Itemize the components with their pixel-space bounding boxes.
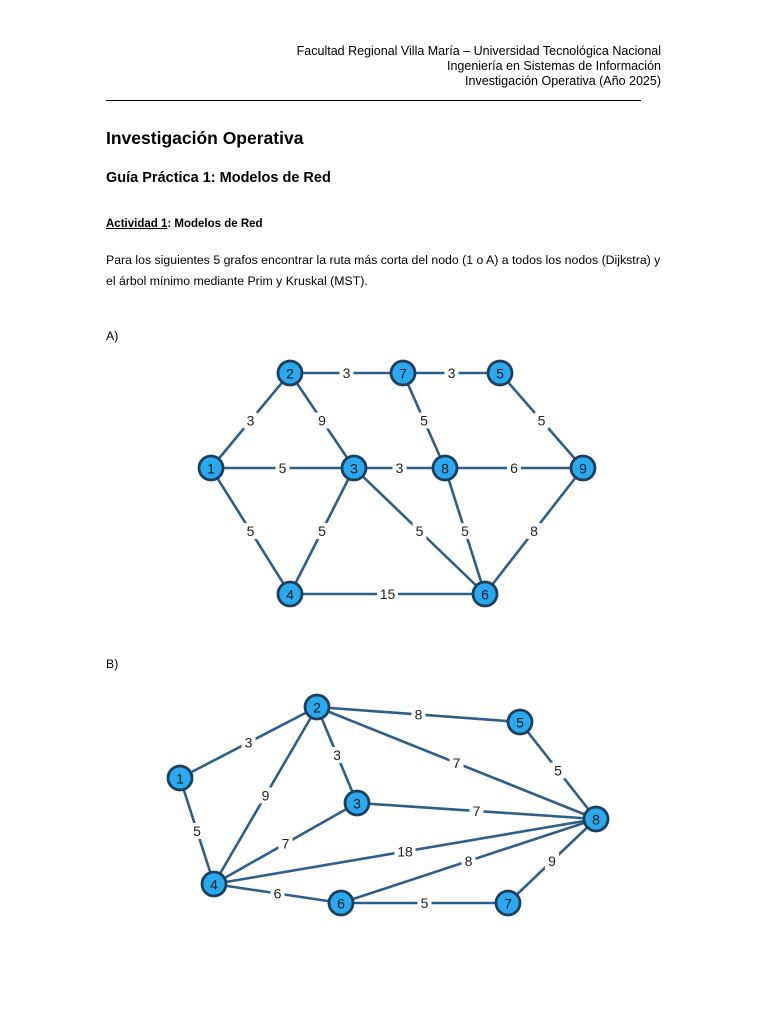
graph-b-node-label-7: 7 [504,895,512,912]
graph-b-weight-4-6: 6 [273,885,282,902]
graph-a-node-8 [433,456,457,480]
graph-a-weight-8-9: 6 [510,460,518,476]
graph-a-weight-2-3: 9 [318,412,326,429]
graph-a-node-7 [391,361,415,385]
instructions-paragraph: Para los siguientes 5 grafos encontrar la ruta más corta del nodo (1 o A) a todos los nodos (Dijkstra) y el árbol mínimo mediante Prim y Kruskal (MST). [106,253,661,288]
graph-b-weight-2-4: 9 [261,787,270,804]
graph-b-node-label-1: 1 [176,770,184,787]
graph-a-label: A) [106,329,119,343]
page-header [297,44,661,89]
graph-b-node-2 [305,695,329,719]
graph-a-node-label-7: 7 [399,365,407,382]
header-institution: Facultad Regional Villa María – Universidad Tecnológica Nacional [296,44,661,58]
graph-b-node-label-4: 4 [210,876,218,893]
graph-a-weight-7-8: 5 [420,412,428,429]
graph-a-weight-3-4: 5 [318,523,326,539]
header-divider [106,100,641,101]
activity-heading [106,218,263,230]
activity-title: : Modelos de Red [167,218,263,230]
graph-b [0,680,768,930]
graph-b-weight-5-8: 5 [554,762,562,779]
graph-a-node-1 [199,456,223,480]
graph-b-weight-4-8: 18 [397,843,413,860]
graph-a-node-label-1: 1 [207,460,215,477]
graph-b-node-7 [496,891,520,915]
graph-b-weight-2-8: 7 [452,755,461,771]
activity-label: Actividad 1 [106,218,168,230]
graph-a-weight-1-4: 5 [246,523,255,539]
graph-a-node-label-2: 2 [286,365,294,382]
header-course: Investigación Operativa (Año 2025) [465,74,661,88]
graph-a-weight-5-9: 5 [537,412,546,429]
graph-b-weight-2-3: 3 [333,747,341,763]
graph-b-node-3 [345,791,369,815]
graph-a-weight-3-6: 5 [415,523,424,539]
graph-a-weight-7-5: 3 [447,365,456,381]
graph-a-weight-3-8: 3 [395,460,404,476]
graph-b-node-label-3: 3 [353,795,361,812]
graph-b-label: B) [106,657,119,671]
graph-b-node-1 [168,766,192,790]
graph-b-node-5 [508,710,532,734]
graph-b-node-8 [584,807,608,831]
graph-a-weight-1-3: 5 [278,460,287,476]
graph-a-weight-9-6: 8 [530,523,538,539]
graph-b-weight-6-7: 5 [420,895,429,911]
graph-a-node-label-8: 8 [441,460,449,477]
graph-a-node-label-6: 6 [481,586,489,603]
graph-a-node-2 [278,361,302,385]
graph-b-weight-1-4: 5 [193,823,201,839]
graph-a-weight-4-6: 15 [379,586,396,602]
graph-a-weight-2-7: 3 [342,365,351,381]
graph-a-node-9 [571,456,595,480]
header-career: Ingeniería en Sistemas de Información [446,59,661,73]
graph-a-node-4 [278,582,302,606]
graph-b-weight-4-3: 7 [281,835,290,852]
graph-a-weight-8-6: 5 [461,523,469,539]
graph-b-node-label-2: 2 [313,699,321,716]
graph-a-node-label-9: 9 [579,460,587,477]
graph-a-node-5 [488,361,512,385]
graph-a-node-label-5: 5 [496,365,504,382]
guide-subtitle: Guía Práctica 1: Modelos de Red [106,170,331,186]
graph-b-node-label-6: 6 [337,895,345,912]
graph-b-node-label-8: 8 [592,811,600,828]
graph-b-weight-1-2: 3 [244,734,253,751]
graph-b-weight-7-8: 9 [548,853,556,869]
graph-a-node-label-4: 4 [286,586,294,603]
graph-a-weight-1-2: 3 [246,412,255,429]
graph-b-node-4 [202,872,226,896]
graph-a-node-3 [342,456,366,480]
graph-b-node-label-5: 5 [516,714,524,731]
graph-b-weight-6-8: 8 [464,853,473,869]
graph-a-node-label-3: 3 [350,460,358,477]
graph-b-weight-2-5: 8 [414,706,423,723]
graph-b-weight-3-8: 7 [472,803,481,819]
document-title: Investigación Operativa [106,128,304,148]
graph-a [0,340,768,630]
graph-b-node-6 [329,891,353,915]
graph-a-node-6 [473,582,497,606]
